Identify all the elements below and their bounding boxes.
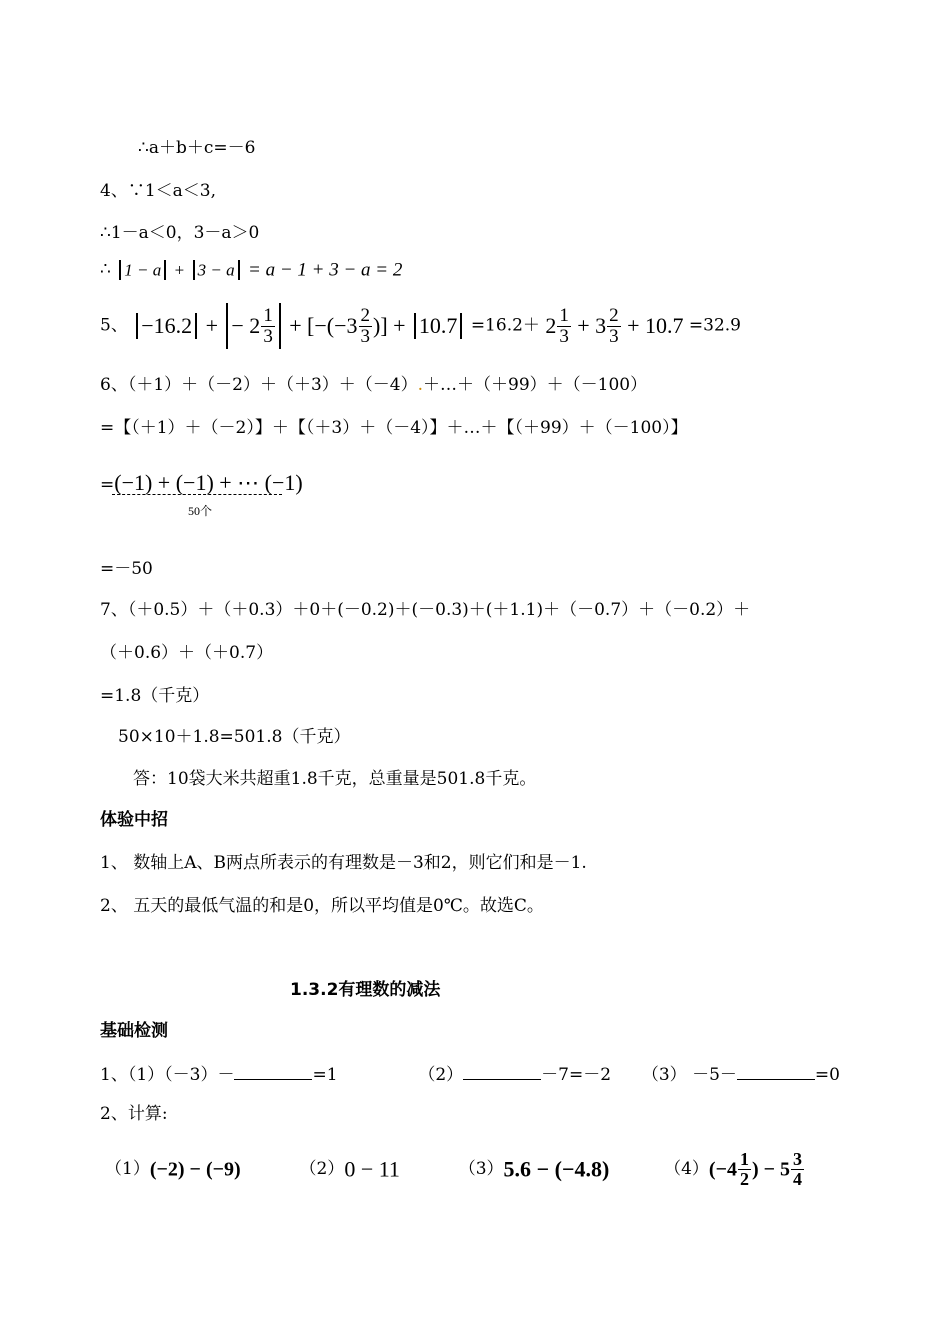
repeated-sum: (−1) + (−1) + ⋯ (−1) bbox=[114, 470, 303, 495]
fraction-numerator: 3 bbox=[793, 1149, 803, 1169]
abs-value: − 2 bbox=[231, 313, 261, 338]
line-q7-sum: =1.8（千克） bbox=[100, 686, 210, 706]
problem-expression: (−2) − (−9) bbox=[149, 1158, 241, 1181]
fraction-one-third bbox=[557, 306, 571, 347]
question-part: =1 bbox=[312, 1065, 338, 1085]
answer-blank[interactable] bbox=[737, 1065, 815, 1080]
problem-number: （2） bbox=[299, 1158, 345, 1179]
abs-content: 3 − a bbox=[197, 260, 235, 280]
abs-bar bbox=[164, 260, 166, 280]
section-heading: 体验中招 bbox=[100, 810, 168, 830]
line-q6-grouped: =【（＋1）＋（－2）】＋【（＋3）＋（－4）】＋…＋【（＋99）＋（－100）】 bbox=[100, 418, 688, 438]
fraction-numerator: 1 bbox=[739, 1149, 749, 1169]
plus-sign: + bbox=[205, 313, 218, 338]
question-part: （2） bbox=[418, 1065, 464, 1085]
plus-sign: + bbox=[289, 313, 302, 338]
fraction-denominator: 2 bbox=[739, 1168, 749, 1189]
fraction-denominator: 3 bbox=[360, 325, 371, 347]
fraction-two-thirds bbox=[359, 306, 373, 347]
fraction-denominator: 4 bbox=[793, 1168, 803, 1189]
problem-expression: 0 − 11 bbox=[344, 1156, 400, 1182]
plus-sign: + bbox=[393, 313, 406, 338]
line-q6-result: =－50 bbox=[100, 559, 153, 579]
abs-bar bbox=[414, 313, 416, 339]
abs-value: −16.2 bbox=[141, 313, 193, 338]
answer-blank[interactable] bbox=[463, 1065, 541, 1080]
q6-tail: ＋…＋（＋99）＋（－100） bbox=[423, 375, 648, 395]
line-sum-result: ∴a＋b＋c=－6 bbox=[138, 138, 256, 158]
result-value: =32.9 bbox=[688, 315, 741, 336]
abs-bar bbox=[195, 313, 197, 339]
line-exam-1: 1、 数轴上A、B两点所表示的有理数是－3和2，则它们和是－1. bbox=[100, 853, 587, 873]
line-q6-expression bbox=[100, 377, 647, 394]
fraction-numerator: 2 bbox=[609, 304, 619, 326]
problem-expression: 5.6 − (−4.8) bbox=[503, 1156, 610, 1182]
fraction-one-third bbox=[261, 306, 275, 347]
equals-sign: = bbox=[100, 475, 115, 495]
line-exam-2: 2、 五天的最低气温的和是0，所以平均值是0℃。故选C。 bbox=[100, 896, 544, 916]
line-q5-expression bbox=[100, 303, 741, 349]
count-label: 50个 bbox=[188, 504, 213, 518]
line-q7-total: 50×10＋1.8=501.8（千克） bbox=[118, 727, 351, 747]
abs-content: 1 − a bbox=[124, 260, 162, 280]
abs-bar bbox=[119, 260, 121, 280]
q6-terms: 6、（＋1）＋（－2）＋（＋3）＋（－4） bbox=[100, 375, 418, 395]
plus-sign: + bbox=[174, 260, 185, 280]
line-q4-given: 4、∵1＜a＜3, bbox=[100, 181, 216, 201]
abs-bar bbox=[460, 313, 462, 339]
simplified-equation: = a − 1 + 3 − a = 2 bbox=[248, 259, 403, 281]
problem-number: （4） bbox=[664, 1158, 709, 1179]
line-q4-signs: ∴1－a＜0，3－a＞0 bbox=[100, 223, 260, 243]
line-q7-answer: 答：10袋大米共超重1.8千克，总重量是501.8千克。 bbox=[133, 769, 537, 789]
problem-expression: (−4 bbox=[708, 1158, 737, 1181]
fraction-denominator: 3 bbox=[263, 325, 273, 347]
sum-term: + 10.7 bbox=[627, 313, 684, 338]
abs-value: 10.7 bbox=[418, 313, 458, 338]
problem-expression: ) − 5 bbox=[751, 1158, 791, 1181]
fraction-three-quarters bbox=[791, 1150, 804, 1189]
therefore-symbol: ∴ bbox=[100, 259, 111, 280]
line-fill-blank bbox=[100, 1065, 840, 1084]
line-q6-underbrace bbox=[100, 472, 303, 494]
question-part: －7=－2 bbox=[541, 1065, 612, 1085]
fraction-denominator: 3 bbox=[609, 325, 619, 347]
answer-blank[interactable] bbox=[234, 1065, 312, 1080]
intermediate-sum: =16.2＋ bbox=[470, 315, 540, 336]
question-part: 1、（1）（－3）－ bbox=[100, 1065, 235, 1085]
abs-bar bbox=[226, 303, 228, 349]
question-number: 5、 bbox=[100, 315, 128, 336]
bracket-close: )] bbox=[373, 313, 388, 338]
sum-term: + 3 bbox=[577, 313, 607, 338]
section-heading: 基础检测 bbox=[100, 1021, 168, 1041]
line-compute-problems bbox=[105, 1150, 805, 1189]
fraction-numerator: 2 bbox=[360, 304, 371, 326]
fraction-numerator: 1 bbox=[559, 304, 569, 326]
abs-bar bbox=[136, 313, 138, 339]
abs-bar bbox=[193, 260, 195, 280]
abs-bar bbox=[238, 260, 240, 280]
line-q7-expression: 7、（＋0.5）＋（＋0.3）＋0＋(－0.2)＋(－0.3)＋(＋1.1)＋（－0.7）＋（－0.2）＋ bbox=[100, 600, 751, 620]
abs-bar bbox=[279, 303, 281, 349]
problem-number: （3） bbox=[458, 1158, 504, 1179]
fraction-two-thirds bbox=[607, 306, 621, 347]
sum-term: 2 bbox=[545, 313, 557, 338]
bracket-expression: [−(−3 bbox=[307, 313, 358, 338]
dot-mark: . bbox=[417, 375, 423, 395]
problem-number: （1） bbox=[105, 1158, 150, 1179]
line-q4-abs-expression bbox=[100, 260, 402, 280]
section-title: 1.3.2有理数的减法 bbox=[290, 980, 441, 1000]
line-q7-continued: （＋0.6）＋（＋0.7） bbox=[100, 643, 274, 663]
fraction-one-half bbox=[738, 1150, 751, 1189]
question-part: =0 bbox=[814, 1065, 840, 1085]
fraction-numerator: 1 bbox=[263, 304, 273, 326]
underbrace bbox=[112, 494, 282, 497]
fraction-denominator: 3 bbox=[559, 325, 569, 347]
question-part: （3） －5－ bbox=[641, 1065, 737, 1085]
line-compute-heading: 2、计算: bbox=[100, 1104, 168, 1124]
